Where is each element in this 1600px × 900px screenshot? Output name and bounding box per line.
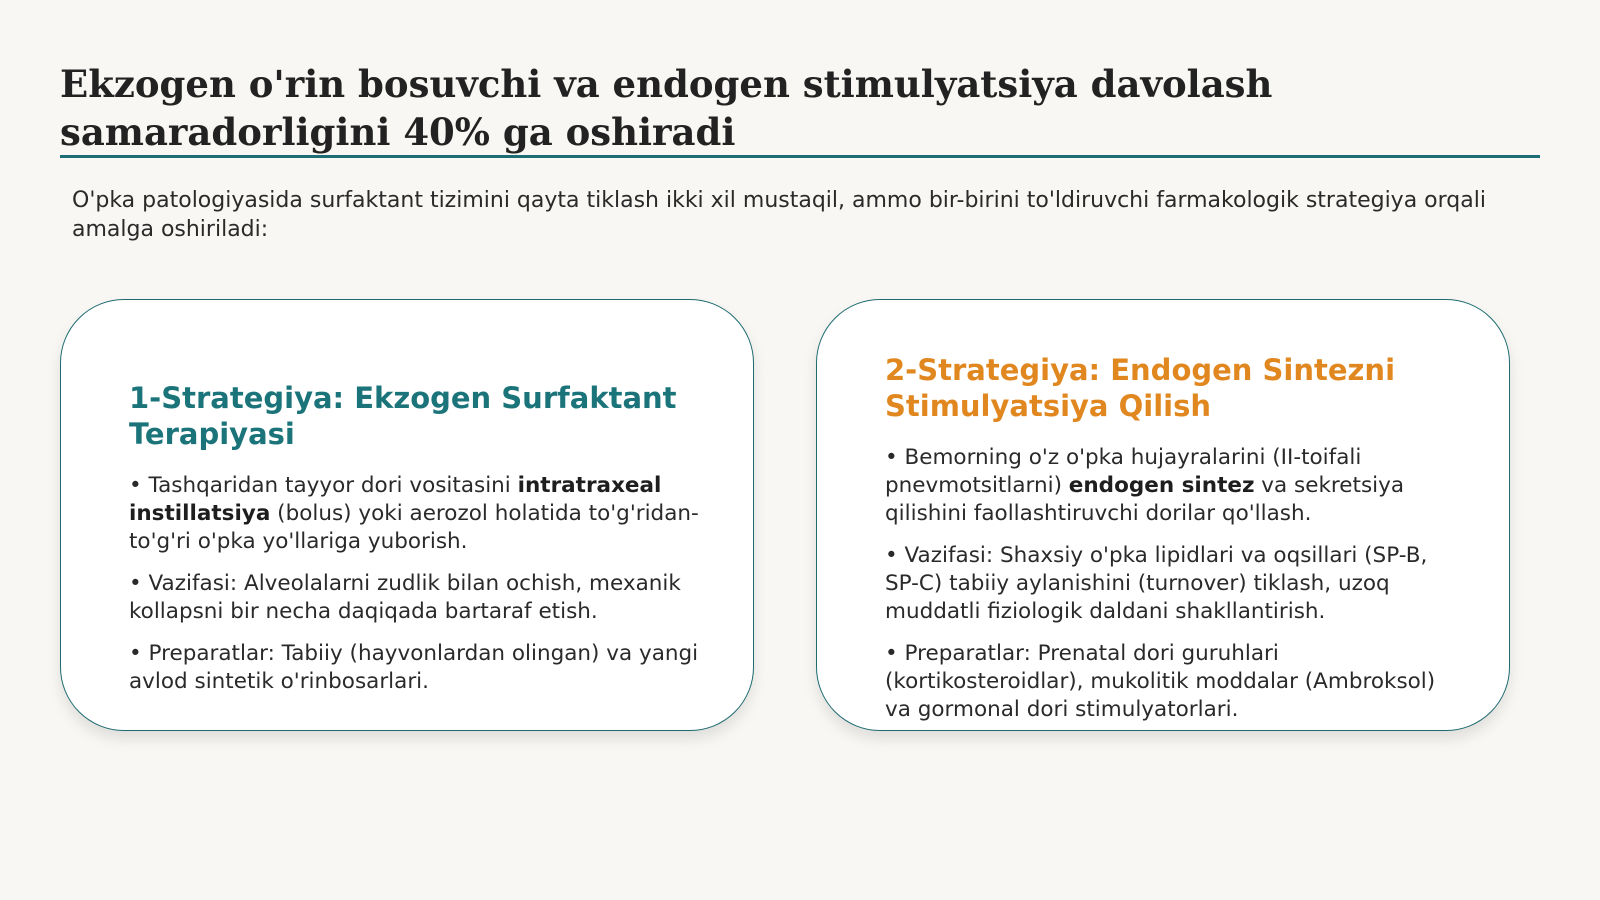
bullet-item (129, 472, 709, 556)
bullet-text: (bolus) yoki aerozol holatida to'g'ridan-to'g'ri o'pka yo'llariga yuborish. (129, 501, 699, 554)
strategy-card-title: 1-Strategiya: Ekzogen Surfaktant Terapiyasi (129, 381, 677, 451)
bullet-item: • Vazifasi: Shaxsiy o'pka lipidlari va oqsillari (SP-B, SP-C) tabiiy aylanishini (turnover) tiklash, uzoq muddatli fiziologik daldani shakllantirish. (885, 543, 1428, 624)
bullet-emphasis: intratraxeal instillatsiya (129, 473, 662, 526)
strategy-card-body (129, 380, 709, 710)
bullet-text: • Bemorning o'z o'pka hujayralarini (II-toifali pnevmotsitlarni) (885, 445, 1362, 498)
strategy-card-exogenous (60, 299, 754, 731)
bullet-emphasis: endogen sintez (1068, 473, 1255, 498)
bullet-item: • Preparatlar: Tabiiy (hayvonlardan olingan) va yangi avlod sintetik o'rinbosarlari. (129, 641, 699, 694)
bullet-text: va sekretsiya qilishini faollashtiruvchi dorilar qo'llash. (885, 473, 1405, 526)
strategy-card-endogenous (816, 299, 1510, 731)
bullet-item (885, 444, 1465, 528)
strategy-card-title: 2-Strategiya: Endogen Sintezni Stimulyatsiya Qilish (885, 353, 1396, 423)
slide-title: Ekzogen o'rin bosuvchi va endogen stimulyatsiya davolash samaradorligini 40% ga oshiradi (60, 62, 1273, 154)
bullet-item: • Preparatlar: Prenatal dori guruhlari (kortikosteroidlar), mukolitik moddalar (Ambroksol) va gormonal dori stimulyatorlari. (885, 641, 1436, 722)
intro-text: O'pka patologiyasida surfaktant tizimini qayta tiklash ikki xil mustaqil, ammo bir-birini to'ldiruvchi farmakologik strategiya orqali amalga oshiriladi: (72, 188, 1486, 242)
bullet-text: • Tashqaridan tayyor dori vositasini (129, 473, 518, 498)
title-underline (60, 155, 1540, 158)
bullet-item: • Vazifasi: Alveolalarni zudlik bilan ochish, mexanik kollapsni bir necha daqiqada bartaraf etish. (129, 571, 681, 624)
strategy-card-body (885, 352, 1465, 738)
